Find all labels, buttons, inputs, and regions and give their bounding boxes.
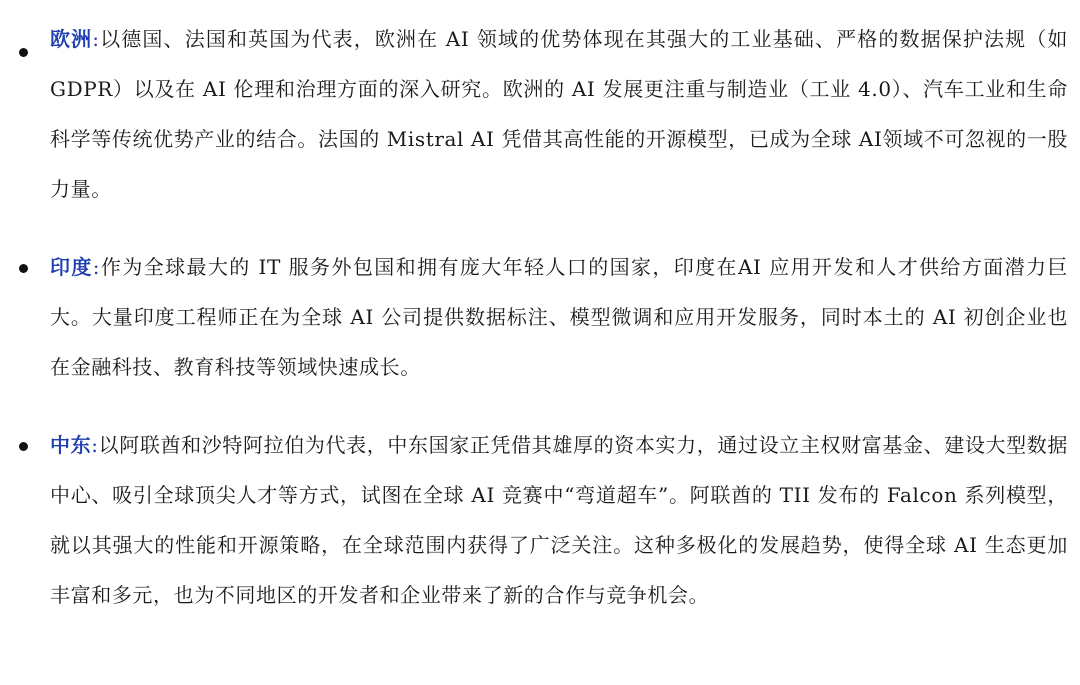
region-label: 中东 — [50, 433, 92, 457]
bullet-icon — [19, 264, 28, 273]
bullet-icon — [19, 442, 28, 451]
region-label: 欧洲 — [50, 27, 93, 51]
list-item-text — [50, 14, 1068, 214]
region-colon: : — [92, 255, 101, 279]
bullet-icon — [19, 48, 28, 57]
region-colon: : — [92, 27, 100, 51]
list-item-text — [50, 242, 1068, 392]
region-description: 以阿联酋和沙特阿拉伯为代表，中东国家正凭借其雄厚的资本实力，通过设立主权财富基金、建设大型数据中心、吸引全球顶尖人才等方式，试图在全球 AI 竞赛中“弯道超车”。阿联酋的 TII 发布的 Falcon 系列模型，就以其强大的性能和开源策略，在全球范围内获得了广泛关注。这种多极化的发展趋势，使得全球 AI 生态更加丰富和多元，也为不同地区的开发者和企业带来了新的合作与竞争机会。 — [50, 433, 1069, 607]
region-colon: : — [91, 433, 99, 457]
region-label: 印度 — [50, 255, 93, 279]
list-item-text — [50, 420, 1068, 620]
region-description: 作为全球最大的 IT 服务外包国和拥有庞大年轻人口的国家，印度在AI 应用开发和人才供给方面潜力巨大。大量印度工程师正在为全球 AI 公司提供数据标注、模型微调和应用开发服务，同时本土的 AI 初创企业也在金融科技、教育科技等领域快速成长。 — [50, 255, 1068, 379]
region-description: 以德国、法国和英国为代表，欧洲在 AI 领域的优势体现在其强大的工业基础、严格的数据保护法规（如 GDPR）以及在 AI 伦理和治理方面的深入研究。欧洲的 AI 发展更注重与制造业（工业 4.0）、汽车工业和生命科学等传统优势产业的结合。法国的 Mistral AI 凭借其高性能的开源模型，已成为全球 AI领域不可忽视的一股力量。 — [50, 27, 1069, 201]
